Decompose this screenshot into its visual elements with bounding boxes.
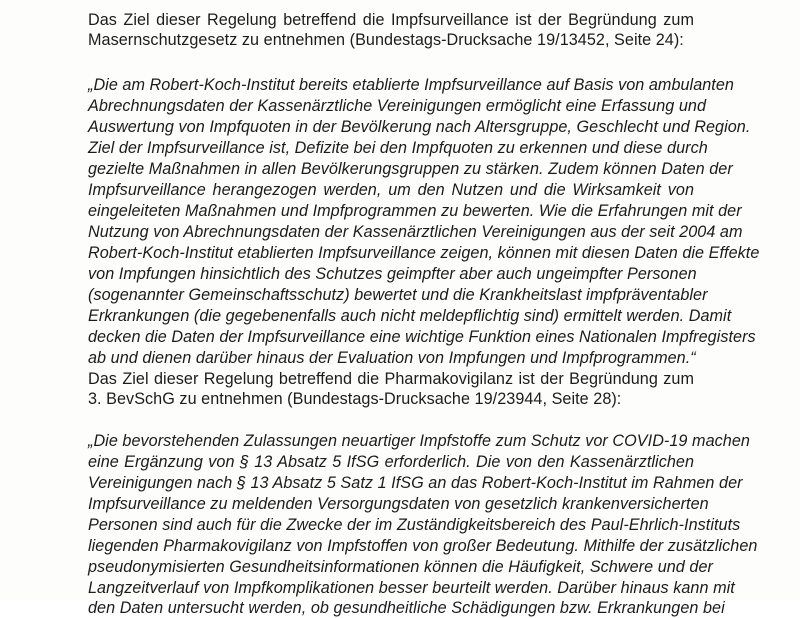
text-line: 3. BevSchG zu entnehmen (Bundestags-Drucksache 19/23944, Seite 28): [88,390,622,408]
text-line: Langzeitverlauf von Impfkomplikationen besser beurteilt werden. Darüber hinaus kann mit [88,579,735,597]
text-line: Impfsurveillance herangezogen werden, um den Nutzen und die Wirksamkeit von [88,181,694,199]
text-line: Das Ziel dieser Regelung betreffend die Impfsurveillance ist der Begründung zum [88,11,694,29]
text-line: „Die bevorstehenden Zulassungen neuartiger Impfstoffe zum Schutz vor COVID-19 machen [88,432,750,450]
text-line: Robert-Koch-Institut etablierten Impfsurveillance zeigen, können mit diesen Daten die Effekte [88,244,760,262]
text-line: ab und dienen darüber hinaus der Evaluation von Impfungen und Impfprogrammen.“ [88,349,696,367]
text-line: Masernschutzgesetz zu entnehmen (Bundestags-Drucksache 19/13452, Seite 24): [88,31,684,49]
text-line: Abrechnungsdaten der Kassenärztliche Vereinigungen ermöglicht eine Erfassung und [88,97,707,115]
text-line: Erkrankungen (die gegebenenfalls auch nicht meldepflichtig sind) ermittelt werden. Damit [88,307,732,325]
text-line: Auswertung von Impfquoten in der Bevölkerung nach Altersgruppe, Geschlecht und Region. [88,118,751,136]
text-line: „Die am Robert-Koch-Institut bereits etablierte Impfsurveillance auf Basis von ambulanten [88,76,734,94]
text-line: Das Ziel dieser Regelung betreffend die Pharmakovigilanz ist der Begründung zum [88,370,694,388]
text-line: (sogenannter Gemeinschaftsschutz) bewertet und die Krankheitslast impfpräventabler [88,286,708,304]
text-line: den Daten untersucht werden, ob gesundheitliche Schädigungen bzw. Erkrankungen bei [88,599,725,617]
text-line: decken die Daten der Impfsurveillance eine wichtige Funktion eines Nationalen Impfregisters [88,328,756,346]
text-line: Vereinigungen nach § 13 Absatz 5 Satz 1 IfSG an das Robert-Koch-Institut im Rahmen der [88,474,743,492]
text-line: Ziel der Impfsurveillance ist, Defizite bei den Impfquoten zu erkennen und diese durch [88,139,708,157]
text-line: gezielte Maßnahmen in allen Bevölkerungsgruppen zu stärken. Zudem können Daten der [88,160,733,178]
text-line: von Impfungen hinsichtlich des Schutzes geimpfter aber auch ungeimpfter Personen [88,265,697,283]
text-line: pseudonymisierten Gesundheitsinformationen können die Häufigkeit, Schwere und der [88,558,713,576]
text-line: eingeleiteten Maßnahmen und Impfprogrammen zu bewerten. Wie die Erfahrungen mit der [88,202,742,220]
text-line: Nutzung von Abrechnungsdaten der Kassenärztlichen Vereinigungen aus der seit 2004 am [88,223,743,241]
text-line: Personen sind auch für die Zwecke der im Zuständigkeitsbereich des Paul-Ehrlich-Instituts [88,516,741,534]
text-line: liegenden Pharmakovigilanz von Impfstoffen von großer Bedeutung. Mithilfe der zusätzlichen [88,537,758,555]
text-line: eine Ergänzung von § 13 Absatz 5 IfSG erforderlich. Die von den Kassenärztlichen [88,453,694,471]
text-line: Impfsurveillance zu meldenden Versorgungsdaten von gesetzlich krankenversicherten [88,495,709,513]
